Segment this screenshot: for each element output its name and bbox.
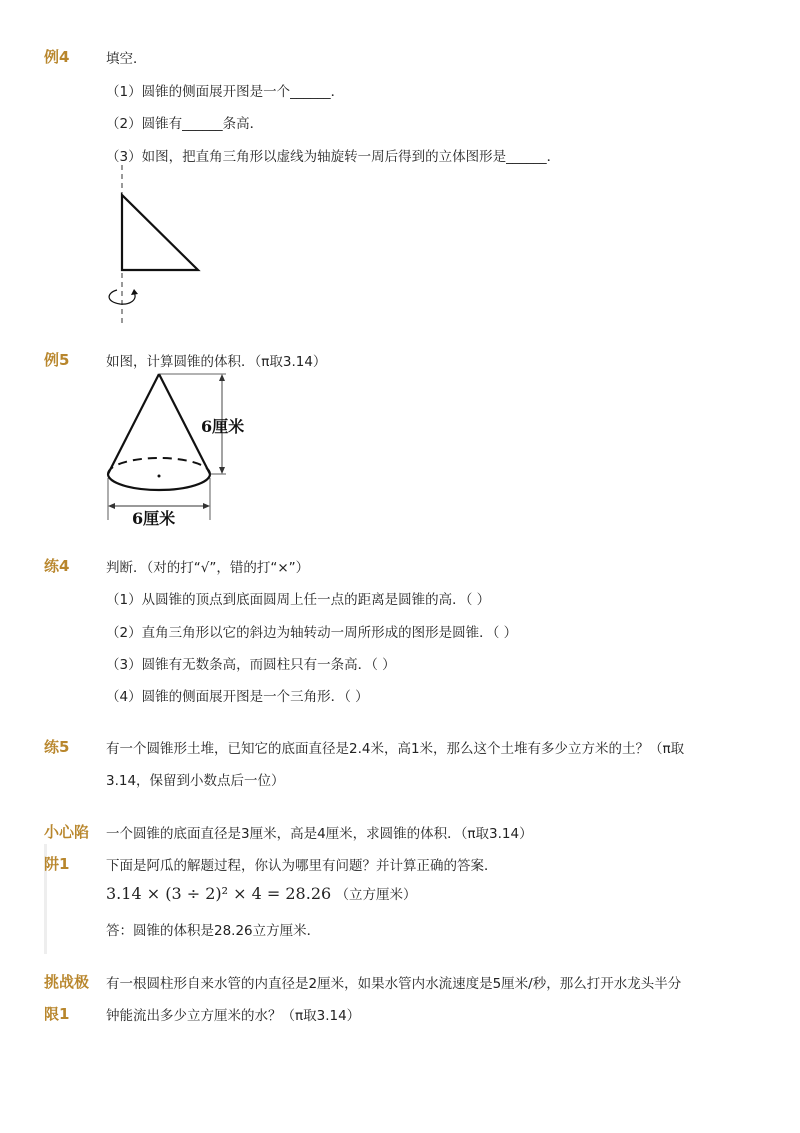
example-4-item-1: （1）圆锥的侧面展开图是一个______． xyxy=(106,84,345,100)
trap-formula: 3.14 × (3 ÷ 2)² × 4 = 28.26 xyxy=(106,884,332,903)
challenge-label-line-2: 限1 xyxy=(44,1005,70,1023)
trap-label-line-1: 小心陷 xyxy=(44,823,90,841)
practice-4-title: 判断．（对的打“√”，错的打“×”） xyxy=(106,560,310,576)
practice-4-label: 练4 xyxy=(44,557,70,575)
example-4-label: 例4 xyxy=(44,48,70,66)
trap-formula-unit: （立方厘米） xyxy=(335,887,417,903)
height-label: 6厘米 xyxy=(201,417,245,436)
trap-question: 一个圆锥的底面直径是3厘米，高是4厘米，求圆锥的体积．（π取3.14） xyxy=(106,826,533,842)
practice-4-item-3: （3）圆锥有无数条高，而圆柱只有一条高．（ ） xyxy=(106,657,396,673)
height-arrow-top-icon xyxy=(219,374,225,381)
cone-figure xyxy=(100,370,270,530)
trap-formula-row xyxy=(106,883,416,903)
example-4-item-3: （3）如图，把直角三角形以虚线为轴旋转一周后得到的立体图形是______． xyxy=(106,149,561,165)
cone-base-center xyxy=(158,475,161,478)
challenge-line-2: 钟能流出多少立方厘米的水？（π取3.14） xyxy=(106,1008,361,1024)
practice-5-line-2: 3.14，保留到小数点后一位） xyxy=(106,773,285,789)
diameter-arrow-right-icon xyxy=(203,503,210,509)
right-triangle xyxy=(122,195,198,270)
rotation-arrowhead-icon xyxy=(131,289,138,295)
practice-4-item-4: （4）圆锥的侧面展开图是一个三角形．（ ） xyxy=(106,689,369,705)
practice-4-item-2: （2）直角三角形以它的斜边为轴转动一周所形成的图形是圆锥．（ ） xyxy=(106,625,518,641)
diameter-arrow-left-icon xyxy=(108,503,115,509)
challenge-line-1: 有一根圆柱形自来水管的内直径是2厘米，如果水管内水流速度是5厘米/秒，那么打开水龙头半分 xyxy=(106,976,682,992)
trap-answer: 答：圆锥的体积是28.26立方厘米． xyxy=(106,923,321,939)
example-4-item-2: （2）圆锥有______条高． xyxy=(106,116,264,132)
example-5-label: 例5 xyxy=(44,351,70,369)
example-5-title: 如图，计算圆锥的体积．（π取3.14） xyxy=(106,354,327,370)
practice-5-label: 练5 xyxy=(44,738,70,756)
trap-label-line-2: 阱1 xyxy=(44,855,70,873)
practice-5-line-1: 有一个圆锥形土堆，已知它的底面直径是2.4米，高1米，那么这个土堆有多少立方米的土？（π取 xyxy=(106,741,685,757)
example-4-title: 填空． xyxy=(106,51,147,67)
diameter-label: 6厘米 xyxy=(132,509,176,528)
cone-base-back xyxy=(108,458,210,474)
triangle-rotation-figure xyxy=(100,165,220,325)
challenge-label-line-1: 挑战极 xyxy=(44,973,90,991)
height-arrow-bottom-icon xyxy=(219,467,225,474)
practice-4-item-1: （1）从圆锥的顶点到底面圆周上任一点的距离是圆锥的高．（ ） xyxy=(106,592,491,608)
trap-instruction: 下面是阿瓜的解题过程，你认为哪里有问题？并计算正确的答案． xyxy=(106,858,498,874)
